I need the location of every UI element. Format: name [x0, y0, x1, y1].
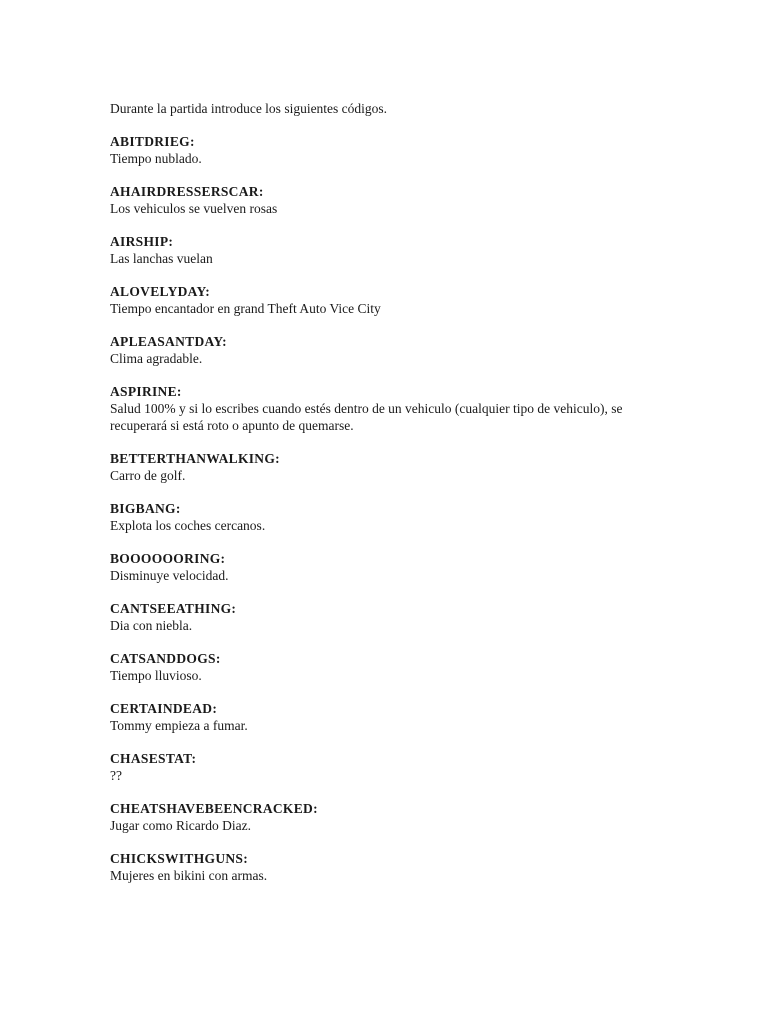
cheat-entry: [110, 500, 630, 534]
cheat-description: Tommy empieza a fumar.: [110, 718, 248, 733]
cheat-entry: [110, 750, 630, 784]
cheat-code: CERTAINDEAD:: [110, 701, 218, 716]
cheat-entry: [110, 383, 630, 434]
cheat-code: BETTERTHANWALKING:: [110, 451, 280, 466]
cheat-entry: [110, 233, 630, 267]
cheat-description: Tiempo nublado.: [110, 151, 202, 166]
cheat-description: Disminuye velocidad.: [110, 568, 229, 583]
cheat-code: CHICKSWITHGUNS:: [110, 851, 249, 866]
cheat-description: Mujeres en bikini con armas.: [110, 868, 268, 883]
cheat-code: ABITDRIEG:: [110, 134, 195, 149]
cheat-code: CHEATSHAVEBEENCRACKED:: [110, 801, 318, 816]
cheat-code: ASPIRINE:: [110, 384, 182, 399]
intro-text: Durante la partida introduce los siguientes códigos.: [110, 101, 388, 116]
cheat-code: BIGBANG:: [110, 501, 181, 516]
cheat-entry: [110, 700, 630, 734]
cheat-entry: [110, 800, 630, 834]
cheat-entry: [110, 333, 630, 367]
cheat-code: APLEASANTDAY:: [110, 334, 227, 349]
cheat-entry: [110, 283, 630, 317]
cheat-entry: [110, 650, 630, 684]
cheat-entry: [110, 133, 630, 167]
cheat-entry: [110, 850, 630, 884]
cheat-code: CANTSEEATHING:: [110, 601, 237, 616]
cheat-entry: [110, 183, 630, 217]
cheat-code: AHAIRDRESSERSCAR:: [110, 184, 264, 199]
cheat-entry: [110, 550, 630, 584]
cheat-code: CHASESTAT:: [110, 751, 197, 766]
cheat-description: Salud 100% y si lo escribes cuando estés dentro de un vehiculo (cualquier tipo de vehiculo), se recuperará si está roto o apunto de quemarse.: [110, 401, 623, 433]
cheat-code: BOOOOOORING:: [110, 551, 226, 566]
cheat-description: Los vehiculos se vuelven rosas: [110, 201, 278, 216]
cheat-description: Clima agradable.: [110, 351, 203, 366]
cheat-code: CATSANDDOGS:: [110, 651, 221, 666]
cheat-description: Tiempo encantador en grand Theft Auto Vice City: [110, 301, 381, 316]
cheat-code: ALOVELYDAY:: [110, 284, 211, 299]
document-page: [110, 100, 630, 900]
cheat-description: Tiempo lluvioso.: [110, 668, 202, 683]
cheat-description: Explota los coches cercanos.: [110, 518, 266, 533]
cheat-description: ??: [110, 768, 122, 783]
cheat-code: AIRSHIP:: [110, 234, 174, 249]
cheat-description: Dia con niebla.: [110, 618, 193, 633]
cheat-description: Las lanchas vuelan: [110, 251, 213, 266]
cheat-description: Carro de golf.: [110, 468, 186, 483]
cheat-description: Jugar como Ricardo Diaz.: [110, 818, 251, 833]
cheat-entry: [110, 450, 630, 484]
cheat-entry: [110, 600, 630, 634]
